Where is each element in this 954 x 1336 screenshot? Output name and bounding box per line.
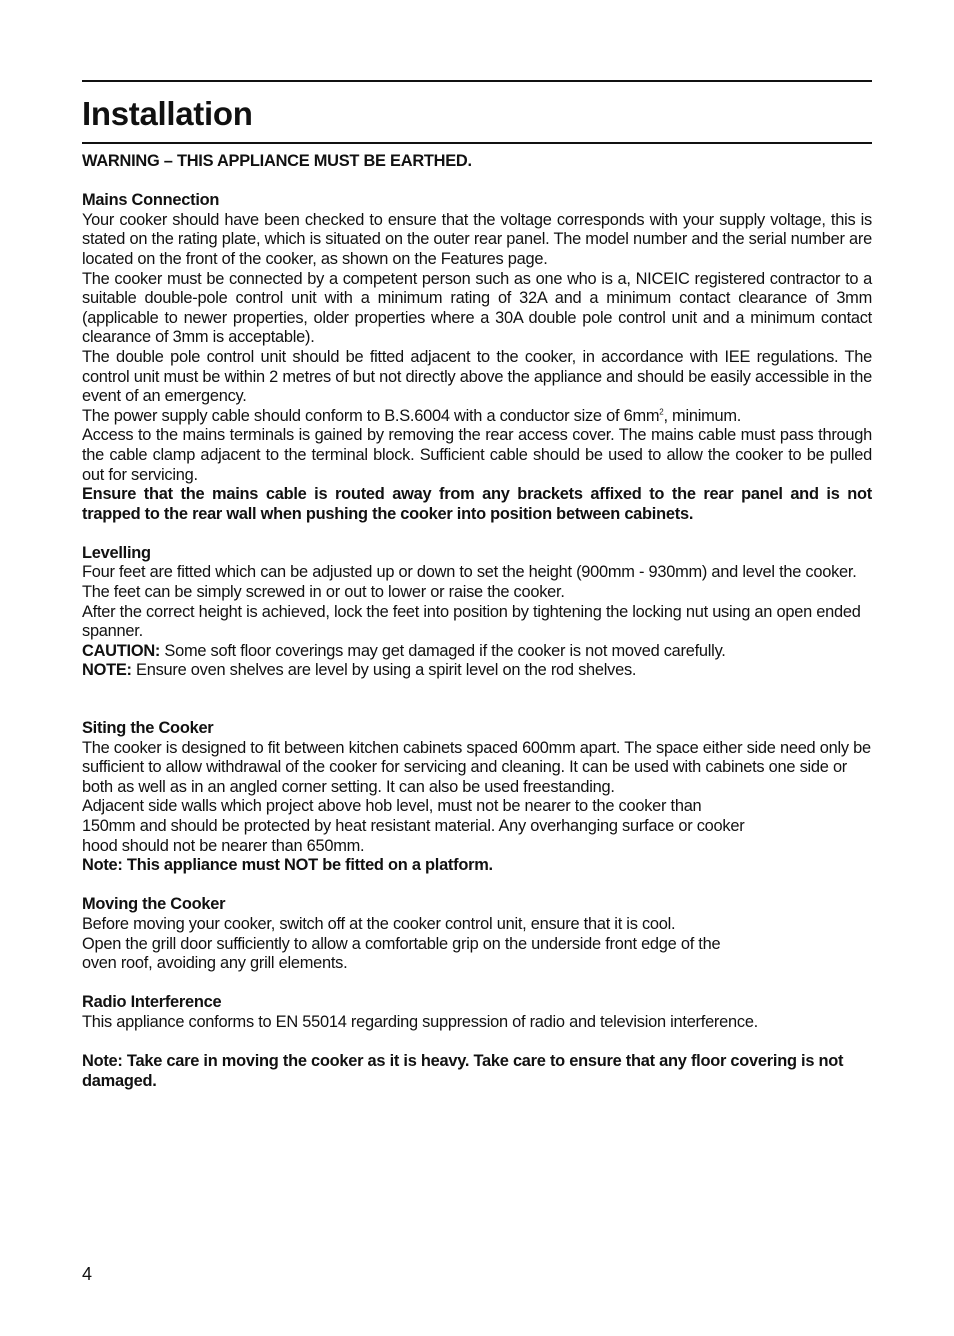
mains-paragraph-4-end: , minimum. — [663, 406, 742, 425]
note-text: Ensure oven shelves are level by using a spirit level on the rod shelves. — [131, 661, 637, 680]
radio-paragraph: This appliance conforms to EN 55014 regarding suppression of radio and television interference. — [82, 1012, 758, 1031]
siting-heading: Siting the Cooker — [82, 719, 214, 738]
mains-paragraph-1: Your cooker should have been checked to ensure that the voltage corresponds with your supply voltage, this is stated on the rating plate, which is situated on the outer rear panel. The model number and the serial number are located on the front of the cooker, as shown on the Features page. — [82, 210, 872, 268]
caution-text: Some soft floor coverings may get damaged if the cooker is not moved carefully. — [160, 641, 726, 660]
warning-text: WARNING – THIS APPLIANCE MUST BE EARTHED. — [82, 152, 472, 170]
page-body — [82, 152, 872, 1091]
top-rule — [82, 80, 872, 82]
page-title: Installation — [82, 95, 253, 132]
final-note: Note: Take care in moving the cooker as it is heavy. Take care to ensure that any floor covering is not damaged. — [82, 1052, 844, 1090]
radio-heading: Radio Interference — [82, 993, 222, 1012]
levelling-note — [82, 661, 872, 681]
siting-paragraph-1: The cooker is designed to fit between kitchen cabinets spaced 600mm apart. The space either side need only be sufficient to allow withdrawal of the cooker for servicing and cleaning. It can be used with cabinets one side or both as well as in an angled corner setting. It can also be used freestanding. — [82, 738, 871, 796]
levelling-paragraph-1: Four feet are fitted which can be adjusted up or down to set the height (900mm - 930mm) and level the cooker. — [82, 563, 857, 582]
moving-paragraph-2-line-1: Open the grill door sufficiently to allow a comfortable grip on the underside front edge of the — [82, 934, 721, 953]
levelling-heading: Levelling — [82, 543, 151, 562]
siting-paragraph-2-line-2: 150mm and should be protected by heat resistant material. Any overhanging surface or cooker — [82, 817, 745, 835]
siting-paragraph-2-line-3: hood should not be nearer than 650mm. — [82, 836, 365, 855]
mains-paragraph-4 — [82, 407, 872, 427]
note-label: NOTE: — [82, 661, 132, 680]
mains-warning-paragraph: Ensure that the mains cable is routed away from any brackets affixed to the rear panel and is not trapped to the rear wall when pushing the cooker into position between cabinets. — [82, 485, 872, 523]
levelling-paragraph-3: After the correct height is achieved, lock the feet into position by tightening the locking nut using an open ended spanner. — [82, 602, 861, 641]
mains-paragraph-3: The double pole control unit should be fitted adjacent to the cooker, in accordance with IEE regulations. The control unit must be within 2 metres of but not directly above the appliance and should be easily accessible in the event of an emergency. — [82, 347, 872, 406]
title-underline-rule — [82, 142, 872, 144]
moving-paragraph-2-line-2: oven roof, avoiding any grill elements. — [82, 954, 348, 973]
caution-label: CAUTION: — [82, 641, 161, 660]
mains-paragraph-2: The cooker must be connected by a competent person such as one who is a, NICEIC registered contractor to a suitable double-pole control unit with a minimum rating of 32A and a minimum contact clearance of 3mm (applicable to newer properties, older properties where a 30A double pole control unit and a minimum contact clearance of 3mm is acceptable). — [82, 269, 872, 347]
siting-paragraph-2-line-1: Adjacent side walls which project above hob level, must not be nearer to the cooker than — [82, 797, 702, 816]
mains-paragraph-5: Access to the mains terminals is gained by removing the rear access cover. The mains cable must pass through the cable clamp adjacent to the terminal block. Sufficient cable should be used to allow the cooker to be pulled out for servicing. — [82, 426, 872, 484]
moving-paragraph-1: Before moving your cooker, switch off at the cooker control unit, ensure that it is cool. — [82, 914, 676, 933]
mains-paragraph-4-text: The power supply cable should conform to B.S.6004 with a conductor size of 6mm — [82, 406, 660, 425]
levelling-paragraph-2: The feet can be simply screwed in or out to lower or raise the cooker. — [82, 583, 565, 602]
moving-heading: Moving the Cooker — [82, 895, 226, 914]
levelling-caution — [82, 642, 872, 662]
mains-connection-heading: Mains Connection — [82, 191, 220, 210]
squared-superscript: 2 — [659, 407, 664, 417]
siting-note: Note: This appliance must NOT be fitted on a platform. — [82, 856, 493, 875]
page-number: 4 — [82, 1264, 93, 1284]
